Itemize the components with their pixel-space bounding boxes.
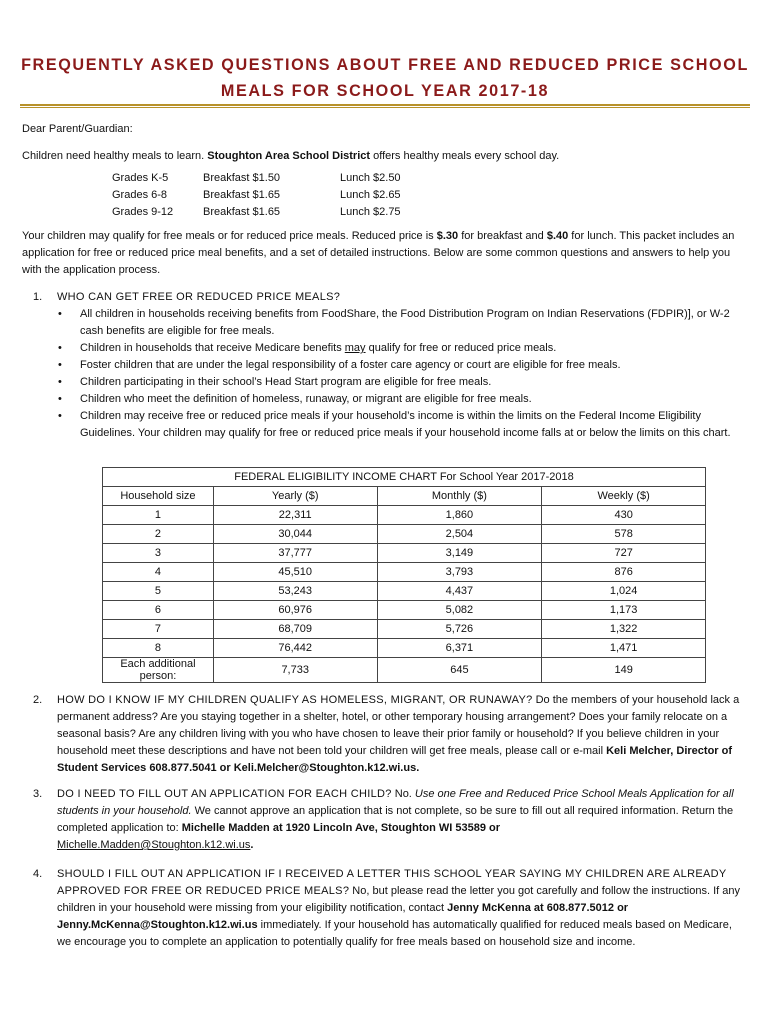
bullet-icon: • [58, 393, 62, 405]
title-rule-thin [20, 107, 750, 108]
period: . [250, 839, 254, 851]
question-1 [22, 289, 744, 306]
answer-text: No, but please read the letter you got carefully and follow the instructions. If any children in your household were missing from your eligibility notification, contact [57, 885, 740, 914]
table-cell: 430 [542, 506, 706, 525]
bullet-text: All children in households receiving benefits from FoodShare, the Food Distribution Program on Indian Reservations (FDPIR)], or W-2 cash benefits are eligible for free meals. [80, 308, 730, 337]
table-cell: 76,442 [213, 639, 377, 658]
table-cell: 1,860 [377, 506, 542, 525]
table-cell: 1,322 [542, 620, 706, 639]
intro-paragraph [22, 148, 559, 165]
answer-italic: Use one Free and Reduced Price School Meals Application for all students in your household. [57, 788, 734, 817]
price-grades: Grades 6-8 [112, 189, 168, 201]
table-row [103, 658, 706, 683]
answer-no: No. [391, 788, 415, 800]
table-cell: 3,793 [377, 563, 542, 582]
table-cell: 578 [542, 525, 706, 544]
eligibility-bullet-list [58, 306, 748, 442]
price-lunch: Lunch $2.75 [340, 206, 401, 218]
list-item [58, 408, 748, 442]
table-cell: 6,371 [377, 639, 542, 658]
question-number: 4. [33, 868, 43, 880]
bullet-text-tail: qualify for free or reduced price meals. [365, 342, 557, 354]
table-cell: 645 [377, 658, 542, 683]
table-cell: 149 [542, 658, 706, 683]
bullet-text: Children may receive free or reduced price meals if your household’s income is within the limits on the Federal Income Eligibility Guidelines. Your children may qualify for free or reduced price meals if your household income falls at or below the limits on this chart. [80, 410, 731, 439]
answer-tail: immediately. If your household has automatically qualified for reduced meals based on Medicare, we encourage you to complete an application to potentially qualify for free meals based on household size and income. [57, 919, 732, 948]
contact-info: Michelle Madden at 1920 Lincoln Ave, Stoughton WI 53589 or [181, 822, 500, 834]
table-row [103, 620, 706, 639]
column-header: Weekly ($) [542, 487, 706, 506]
price-breakfast: Breakfast $1.65 [203, 189, 281, 201]
question-2 [22, 692, 744, 777]
table-cell: 37,777 [213, 544, 377, 563]
emphasis-may: may [344, 342, 366, 354]
table-cell: 8 [103, 639, 214, 658]
table-header-row [103, 487, 706, 506]
price-breakfast: Breakfast $1.65 [203, 206, 281, 218]
table-cell: 1,173 [542, 601, 706, 620]
price-row [112, 187, 401, 204]
table-cell: 60,976 [213, 601, 377, 620]
table-cell: 30,044 [213, 525, 377, 544]
table-cell: 45,510 [213, 563, 377, 582]
table-row [103, 544, 706, 563]
income-eligibility-table [102, 467, 706, 683]
p2-text-c: for breakfast and [458, 230, 547, 242]
question-heading: DO I NEED TO FILL OUT AN APPLICATION FOR EACH CHILD? [57, 788, 392, 800]
contact-info: Keli Melcher, Director of Student Services 608.877.5041 or Keli.Melcher@Stoughton.k12.wi.us. [57, 745, 733, 774]
question-number: 1. [33, 291, 43, 303]
table-cell: 53,243 [213, 582, 377, 601]
table-cell: 3 [103, 544, 214, 563]
table-cell: 5 [103, 582, 214, 601]
table-cell: 4,437 [377, 582, 542, 601]
table-cell: 5,082 [377, 601, 542, 620]
table-cell: 4 [103, 563, 214, 582]
column-header: Household size [103, 487, 214, 506]
question-4 [22, 866, 744, 951]
table-cell: 7,733 [213, 658, 377, 683]
list-item [58, 306, 748, 340]
list-item [58, 340, 748, 357]
bullet-text: Foster children that are under the legal responsibility of a foster care agency or court are eligible for free meals. [80, 359, 621, 371]
meal-price-list [112, 170, 401, 221]
question-heading: HOW DO I KNOW IF MY CHILDREN QUALIFY AS HOMELESS, MIGRANT, OR RUNAWAY? [57, 694, 533, 706]
table-row [103, 601, 706, 620]
bullet-icon: • [58, 342, 62, 354]
table-cell: 7 [103, 620, 214, 639]
question-number: 2. [33, 694, 43, 706]
table-caption: FEDERAL ELIGIBILITY INCOME CHART For School Year 2017-2018 [103, 468, 706, 487]
price-row [112, 204, 401, 221]
lunch-reduced-price: $.40 [546, 230, 569, 242]
table-cell: 1,471 [542, 639, 706, 658]
intro-text-end: offers healthy meals every school day. [370, 150, 560, 162]
bullet-text: Children who meet the definition of homeless, runaway, or migrant are eligible for free meals. [80, 393, 532, 405]
greeting: Dear Parent/Guardian: [22, 123, 133, 135]
list-item [58, 391, 748, 408]
table-cell: 68,709 [213, 620, 377, 639]
price-lunch: Lunch $2.65 [340, 189, 401, 201]
bullet-text: Children participating in their school’s Head Start program are eligible for free meals. [80, 376, 492, 388]
intro-text: Children need healthy meals to learn. [22, 150, 208, 162]
question-number: 3. [33, 788, 43, 800]
bullet-icon: • [58, 359, 62, 371]
table-row [103, 582, 706, 601]
price-grades: Grades 9-12 [112, 206, 174, 218]
bullet-icon: • [58, 410, 62, 422]
email-link[interactable]: Michelle.Madden@Stoughton.k12.wi.us [57, 839, 251, 851]
table-cell: 3,149 [377, 544, 542, 563]
table-cell: 6 [103, 601, 214, 620]
title-rule-thick [20, 104, 750, 106]
list-item [58, 357, 748, 374]
bullet-icon: • [58, 308, 62, 320]
table-row [103, 525, 706, 544]
contact-info: Jenny McKenna at 608.877.5012 or Jenny.McKenna@Stoughton.k12.wi.us [57, 902, 629, 931]
reduced-price-paragraph [22, 228, 742, 279]
table-cell: 727 [542, 544, 706, 563]
table-row [103, 639, 706, 658]
p2-text-a: Your children may qualify for free meals or for reduced price meals. Reduced price is [22, 230, 437, 242]
bullet-icon: • [58, 376, 62, 388]
table-caption-row [103, 468, 706, 487]
table-cell: 5,726 [377, 620, 542, 639]
table-cell: 22,311 [213, 506, 377, 525]
title-line-1: FREQUENTLY ASKED QUESTIONS ABOUT FREE AND REDUCED PRICE SCHOOL [21, 56, 749, 74]
document-title [20, 52, 750, 104]
column-header: Yearly ($) [213, 487, 377, 506]
bullet-text: Children in households that receive Medicare benefits [80, 342, 345, 354]
column-header: Monthly ($) [377, 487, 542, 506]
table-cell: 1,024 [542, 582, 706, 601]
question-heading: WHO CAN GET FREE OR REDUCED PRICE MEALS? [57, 291, 341, 303]
breakfast-reduced-price: $.30 [436, 230, 459, 242]
table-cell: 2,504 [377, 525, 542, 544]
list-item [58, 374, 748, 391]
price-row [112, 170, 401, 187]
price-lunch: Lunch $2.50 [340, 172, 401, 184]
table-row [103, 563, 706, 582]
question-heading: SHOULD I FILL OUT AN APPLICATION IF I RECEIVED A LETTER THIS SCHOOL YEAR SAYING MY CHILDREN ARE ALREADY APPROVED FOR FREE OR REDUCED PRICE MEALS? [57, 868, 727, 897]
price-grades: Grades K-5 [112, 172, 169, 184]
p2-text-e: for lunch. This packet includes an application for free or reduced price meal benefits, and a set of detailed instructions. Below are some common questions and answers to help you with the application process. [22, 230, 735, 276]
table-cell: 1 [103, 506, 214, 525]
answer-text: We cannot approve an application that is not complete, so be sure to fill out all required information. Return the completed application to: [57, 805, 734, 834]
title-line-2: MEALS FOR SCHOOL YEAR 2017-18 [220, 82, 550, 100]
table-row [103, 506, 706, 525]
table-cell: Each additional person: [103, 658, 214, 683]
question-3 [22, 786, 744, 854]
table-cell: 876 [542, 563, 706, 582]
answer-text: Do the members of your household lack a permanent address? Are you staying together in a shelter, hotel, or other temporary housing arrangement? Does your family relocate on a seasonal basis? Are any children living with you who have chosen to leave their prior family or household? If you believe children in your household meet these descriptions and have not been told your children will get free meals, please call or e-mail [57, 694, 740, 757]
table-cell: 2 [103, 525, 214, 544]
price-breakfast: Breakfast $1.50 [203, 172, 281, 184]
district-name: Stoughton Area School District [207, 150, 371, 162]
